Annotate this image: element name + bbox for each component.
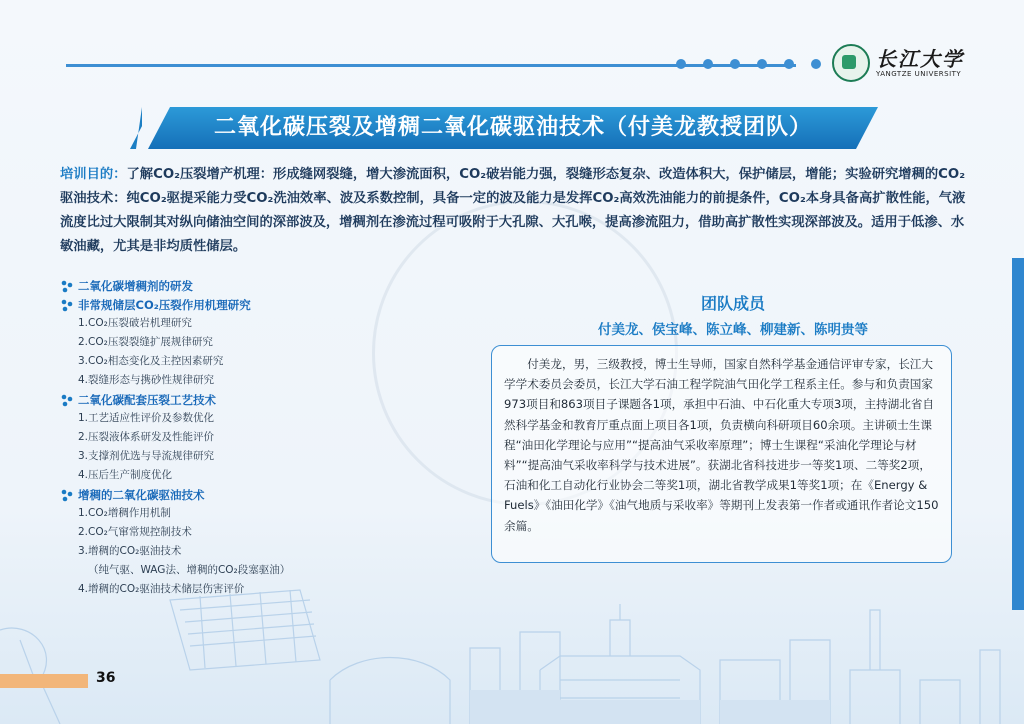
dot <box>676 59 686 69</box>
university-logo <box>832 44 964 82</box>
list-item: 3.支撑剂优选与导流规律研究 <box>78 450 215 462</box>
objective-text: 了解CO₂压裂增产机理：形成缝网裂缝，增大渗流面积，CO₂破岩能力强，裂缝形态复杂、改造体积大，保护储层，增能；实验研究增稠的CO₂驱油技术：纯CO₂驱提采能力受CO₂洗油效率、波及系数控制，具备一定的波及能力是发挥CO₂高效洗油能力的前提条件，CO₂本身具备高扩散性能，气液流度比过大限制其对纵向储油空间的深部波及，增稠剂在渗流过程可吸附于大孔隙、大孔喉，提高渗流阻力，借助高扩散性实现深部波及。适用于低渗、水敏油藏，尤其是非均质性储层。 <box>60 167 966 254</box>
list-item: 2.CO₂气窜常规控制技术 <box>78 526 192 538</box>
dot <box>703 59 713 69</box>
list-item: 1.CO₂增稠作用机制 <box>78 507 171 519</box>
bio-text: 付美龙，男，三级教授，博士生导师，国家自然科学基金通信评审专家，长江大学学术委员会委员，长江大学石油工程学院油气田化学工程系主任。参与和负责国家973项目和863项目子课题各1项，承担中石油、中石化重大专项3项，主持湖北省自然科学基金和教育厅重点面上项目各1项，负责横向科研项目60余项。主讲硕士生课程“油田化学理论与应用”“提高油气采收率原理”；博士生课程“采油化学理论与材料”“提高油气采收率科学与技术进展”。获湖北省科技进步一等奖1项、二等奖2项，石油和化工自动化行业协会二等奖1项，湖北省教学成果1等奖1项；在《Energy & Fuels》《油田化学》《油气地质与采收率》等期刊上发表第一作者或通讯作者论文150余篇。 <box>504 357 939 533</box>
list-item: 3.增稠的CO₂驱油技术 <box>78 545 182 557</box>
section-heading: 非常规储层CO₂压裂作用机理研究 <box>60 295 360 314</box>
header-dots <box>676 59 821 69</box>
dot <box>730 59 740 69</box>
droplets-icon <box>60 488 74 502</box>
page-title: 二氧化碳压裂及增稠二氧化碳驱油技术（付美龙教授团队） <box>213 115 812 140</box>
objective-label: 培训目的： <box>60 167 127 182</box>
droplets-icon <box>60 393 74 407</box>
list-item: 4.裂缝形态与携砂性规律研究 <box>78 374 215 386</box>
research-topics <box>60 276 360 599</box>
page-number-bar <box>0 674 88 688</box>
list-item: 1.CO₂压裂破岩机理研究 <box>78 317 192 329</box>
university-name-en: YANGTZE UNIVERSITY <box>876 70 962 78</box>
bio-box <box>491 345 952 563</box>
campus-skyline-illustration <box>0 560 1024 724</box>
team-title: 团队成员 <box>700 294 765 313</box>
list-item: 2.CO₂压裂裂缝扩展规律研究 <box>78 336 213 348</box>
right-accent-bar <box>1012 258 1024 610</box>
list-item: 4.压后生产制度优化 <box>78 469 173 481</box>
droplets-icon <box>60 298 74 312</box>
title-banner <box>148 107 878 149</box>
page-number: 36 <box>96 670 116 686</box>
list-item: 3.CO₂相态变化及主控因素研究 <box>78 355 224 367</box>
list-item: 4.增稠的CO₂驱油技术储层伤害评价 <box>78 583 245 595</box>
list-item: 1.工艺适应性评价及参数优化 <box>78 412 215 424</box>
droplets-icon <box>60 279 74 293</box>
section-heading: 增稠的二氧化碳驱油技术 <box>60 485 360 504</box>
section-heading: 二氧化碳增稠剂的研发 <box>60 276 360 295</box>
list-item: 2.压裂液体系研发及性能评价 <box>78 431 215 443</box>
dot <box>784 59 794 69</box>
training-objective <box>60 163 970 259</box>
university-name-cn: 长江大学 <box>876 47 964 71</box>
list-item: （纯气驱、WAG法、增稠的CO₂段塞驱油） <box>88 564 291 576</box>
dot <box>811 59 821 69</box>
dot <box>757 59 767 69</box>
section-heading: 二氧化碳配套压裂工艺技术 <box>60 390 360 409</box>
team-header <box>492 293 974 341</box>
university-seal-icon <box>832 44 870 82</box>
team-members: 付美龙、侯宝峰、陈立峰、柳建新、陈明贵等 <box>598 322 868 338</box>
